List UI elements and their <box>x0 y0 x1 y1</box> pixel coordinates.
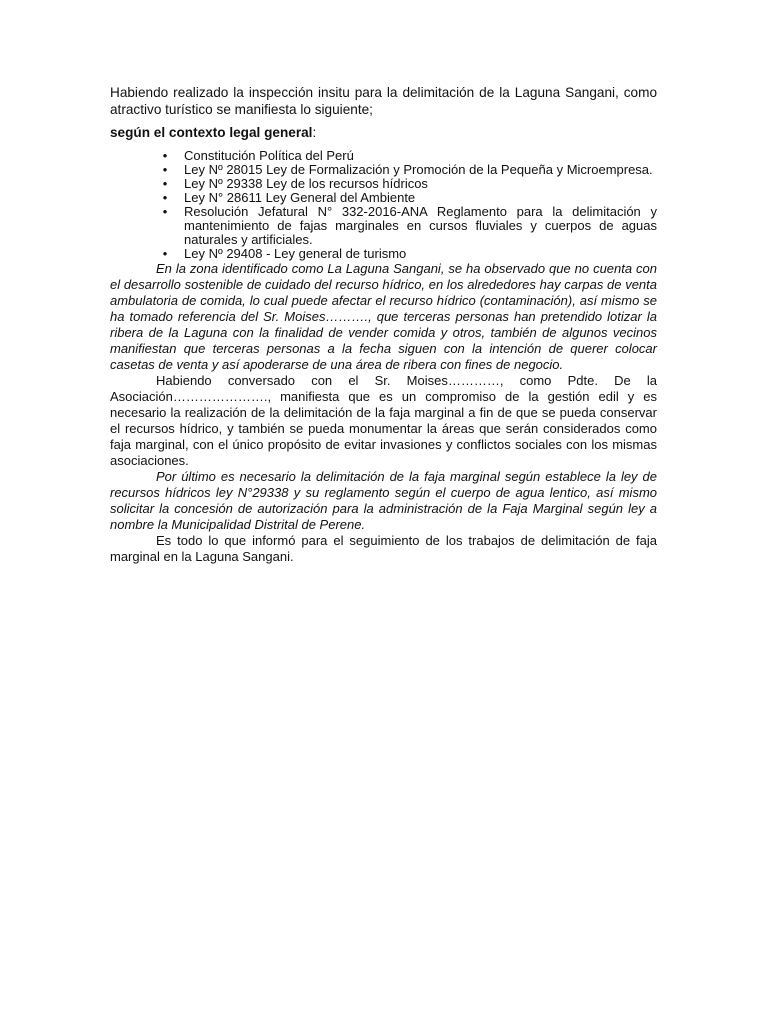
document-page <box>110 84 657 565</box>
legal-context-heading-colon: : <box>312 125 317 140</box>
list-item <box>110 247 657 261</box>
intro-paragraph: Habiendo realizado la inspección insitu para la delimitación de la Laguna Sangani, como atractivo turístico se manifiesta lo siguiente; <box>110 85 657 117</box>
bullet-icon: • <box>162 162 168 177</box>
legal-context-heading <box>110 124 657 141</box>
list-item <box>110 205 657 247</box>
list-item <box>110 177 657 191</box>
list-item <box>110 191 657 205</box>
law-item-text: Ley N° 28611 Ley General del Ambiente <box>184 190 416 205</box>
bullet-icon: • <box>162 176 168 191</box>
law-item-text: Ley Nº 29408 - Ley general de turismo <box>184 246 407 261</box>
law-item-text: Ley Nº 29338 Ley de los recursos hídricos <box>184 176 428 191</box>
observation-paragraph: En la zona identificado como La Laguna Sangani, se ha observado que no cuenta con el desarrollo sostenible de cuidado del recurso hídrico, en los alrededores hay carpas de venta ambulatoria de comida, lo cual puede afectar el recurso hídrico (contaminación), así mismo se ha tomado referencia del Sr. Moises………., que terceras personas han pretendido lotizar la ribera de la Laguna con la finalidad de vender comida y otros, también de algunos vecinos manifiestan que terceras personas a la fecha siguen con la intención de querer colocar casetas de venta y así apoderarse de una área de ribera con fines de negocio. <box>110 261 657 372</box>
law-item-text: Resolución Jefatural N° 332-2016-ANA Reglamento para la delimitación y mantenimiento de fajas marginales en cursos fluviales y cuerpos de aguas naturales y artificiales. <box>184 204 657 247</box>
list-item <box>110 149 657 163</box>
law-item-text: Constitución Política del Perú <box>184 148 354 163</box>
closing-paragraph: Es todo lo que informó para el seguimiento de los trabajos de delimitación de faja marginal en la Laguna Sangani. <box>110 533 657 564</box>
law-item-text: Ley Nº 28015 Ley de Formalización y Promoción de la Pequeña y Microempresa. <box>184 162 653 177</box>
bullet-icon: • <box>162 190 168 205</box>
bullet-icon: • <box>162 246 168 261</box>
bullet-icon: • <box>162 148 168 163</box>
conversation-paragraph: Habiendo conversado con el Sr. Moises…………, como Pdte. De la Asociación…………………., manifiesta que es un compromiso de la gestión edil y es necesario la realización de la delimitación de la faja marginal a fin de que se pueda conservar el recursos hídrico, y también se pueda monumentar la áreas que serán considerados como faja marginal, con el único propósito de evitar invasiones y conflictos sociales con los mismas asociaciones. <box>110 373 657 468</box>
bullet-icon: • <box>162 204 168 219</box>
legal-context-heading-text: según el contexto legal general <box>110 125 313 140</box>
conclusion-paragraph: Por último es necesario la delimitación de la faja marginal según establece la ley de recursos hídricos ley N°29338 y su reglamento según el cuerpo de agua lentico, así mismo solicitar la concesión de autorización para la administración de la Faja Marginal según ley a nombre la Municipalidad Distrital de Perene. <box>110 469 657 532</box>
list-item <box>110 163 657 177</box>
laws-list <box>110 149 657 261</box>
